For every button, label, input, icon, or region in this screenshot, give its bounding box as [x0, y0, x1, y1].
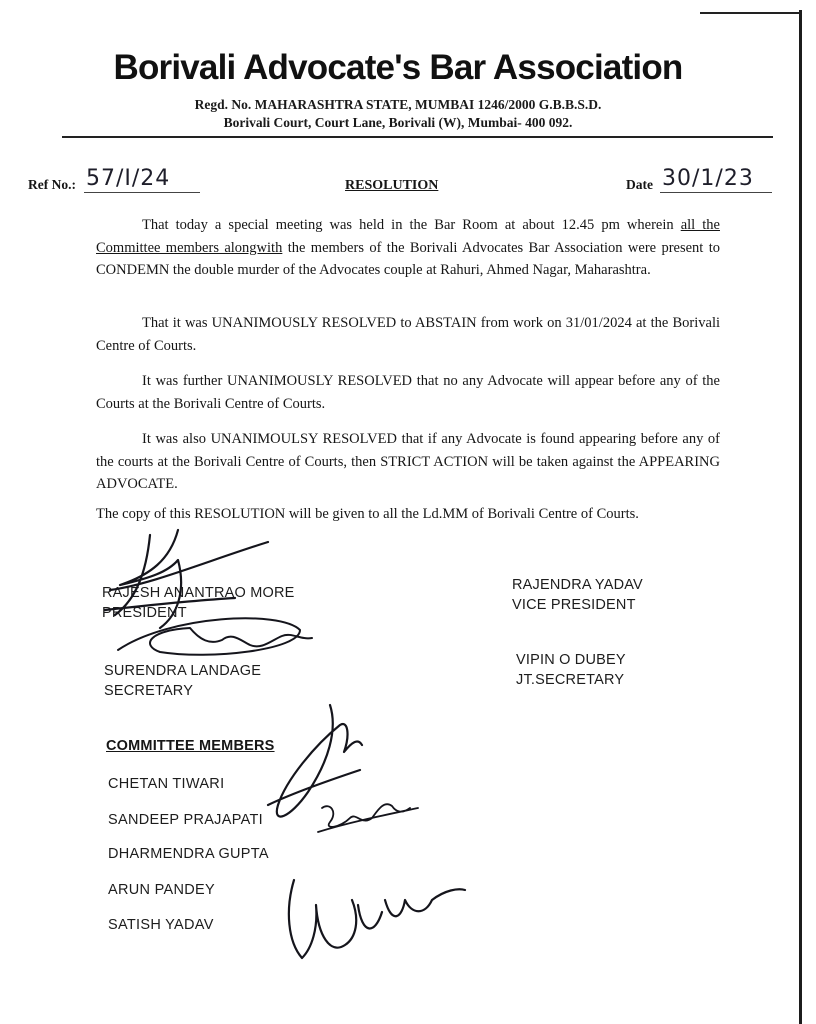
committee-member: DHARMENDRA GUPTA: [108, 846, 269, 862]
president-role: PRESIDENT: [102, 605, 187, 621]
secretary-role: SECRETARY: [104, 683, 194, 699]
page-right-edge: [799, 10, 802, 1024]
committee-heading: COMMITTEE MEMBERS: [106, 738, 275, 754]
paragraph-no-appearance: [96, 370, 720, 415]
date-label: Date: [626, 177, 653, 192]
committee-member: CHETAN TIWARI: [108, 776, 225, 792]
page-top-edge: [700, 12, 800, 14]
header-rule: [62, 136, 773, 138]
ref-number: 57/I/24: [86, 166, 171, 191]
address-line: Borivali Court, Court Lane, Borivali (W), Mumbai- 400 092.: [223, 115, 573, 130]
president-name: RAJESH ANANTRAO MORE: [102, 585, 295, 601]
jt-secretary-role: JT.SECRETARY: [516, 672, 625, 688]
paragraph-strict-action-text: It was also UNANIMOULSY RESOLVED that if any Advocate is found appearing before any of the courts at the Borivali Centre of Courts, then STRICT ACTION will be taken against the APPEARING ADVOCATE.: [96, 431, 720, 492]
date-value: 30/1/23: [662, 166, 754, 191]
committee-signature-1: [268, 705, 362, 817]
jt-secretary-signature-block: [516, 650, 626, 690]
paragraph-abstain-text: That it was UNANIMOUSLY RESOLVED to ABSTAIN from work on 31/01/2024 at the Borivali Centre of Courts.: [96, 315, 720, 354]
paragraph-abstain: [96, 312, 720, 357]
vice-president-name: RAJENDRA YADAV: [512, 577, 643, 593]
paragraph-copy-text: The copy of this RESOLUTION will be given to all the Ld.MM of Borivali Centre of Courts.: [96, 506, 639, 522]
secretary-name: SURENDRA LANDAGE: [104, 663, 262, 679]
paragraph-meeting-text-end: the members of the Borivali Advocates Bar Association were present to CONDEMN the double murder of the Advocates couple at Rahuri, Ahmed Nagar, Maharashtra.: [96, 239, 720, 278]
ref-label: Ref No.:: [28, 177, 76, 192]
paragraph-meeting: [96, 214, 720, 282]
secretary-signature: [118, 618, 312, 654]
paragraph-meeting-text: That today a special meeting was held in the Bar Room at about 12.45 pm wherein: [142, 217, 681, 233]
secretary-signature-block: [104, 661, 261, 701]
committee-signature-3: [289, 880, 465, 958]
committee-member: SATISH YADAV: [108, 917, 214, 933]
paragraph-meeting-underlined: all the Committee members alongwith: [96, 217, 720, 256]
paragraph-strict-action: [96, 428, 720, 496]
resolution-heading: RESOLUTION: [345, 178, 439, 193]
committee-member: ARUN PANDEY: [108, 882, 215, 898]
jt-secretary-name: VIPIN O DUBEY: [516, 652, 626, 668]
vice-president-role: VICE PRESIDENT: [512, 597, 636, 613]
paragraph-no-appearance-text: It was further UNANIMOUSLY RESOLVED that no any Advocate will appear before any of the Courts at the Borivali Centre of Courts.: [96, 373, 720, 412]
registration-line: Regd. No. MAHARASHTRA STATE, MUMBAI 1246/2000 G.B.B.S.D.: [194, 97, 602, 112]
president-signature-block: [102, 583, 295, 623]
date-underline: [660, 192, 772, 193]
committee-member: SANDEEP PRAJAPATI: [108, 812, 263, 828]
paragraph-copy: [96, 503, 720, 526]
vice-president-signature-block: [512, 575, 643, 615]
ref-underline: [84, 192, 200, 193]
association-title: Borivali Advocate's Bar Association: [113, 48, 683, 87]
committee-signature-2: [318, 804, 418, 832]
